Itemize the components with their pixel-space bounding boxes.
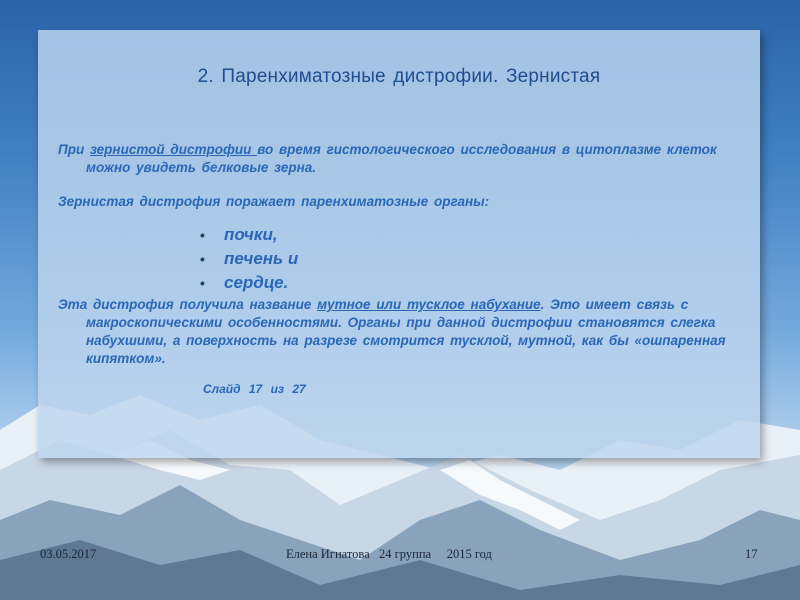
bullet-dot-icon: • bbox=[200, 275, 205, 291]
paragraph1-prefix: При bbox=[58, 142, 90, 157]
list-item bbox=[200, 223, 298, 247]
bullet-dot-icon: • bbox=[200, 227, 205, 243]
footer-author: Елена Игнатова 24 группа 2015 год bbox=[286, 547, 492, 561]
organ-label: печень и bbox=[224, 249, 299, 268]
organ-list bbox=[200, 223, 298, 295]
list-item bbox=[200, 247, 298, 271]
footer-date: 03.05.2017 bbox=[40, 547, 97, 561]
organ-label: почки, bbox=[224, 225, 278, 244]
paragraph3-prefix: Эта дистрофия получила название bbox=[58, 297, 318, 312]
content-panel bbox=[38, 30, 760, 458]
granular-dystrophy-link[interactable]: зернистой дистрофии bbox=[89, 142, 258, 157]
slide-counter: Слайд 17 из 27 bbox=[203, 382, 306, 396]
paragraph3-suffix: . Это имеет связь с макроскопическими особенностями. Органы при данной дистрофии становятся слегка набухшими, а поверхность на разрезе смотрится тусклой, мутной, как бы «ошпаренная кипятком». bbox=[86, 297, 726, 366]
slide-title: 2. Паренхиматозные дистрофии. Зернистая bbox=[197, 66, 601, 87]
paragraph-granular-dystrophy bbox=[58, 141, 736, 177]
bullet-dot-icon: • bbox=[200, 251, 205, 267]
list-item bbox=[200, 271, 298, 295]
organ-label: сердце. bbox=[224, 273, 289, 292]
paragraph-affected-organs: Зернистая дистрофия поражает паренхиматозные органы: bbox=[58, 194, 490, 209]
cloudy-swelling-link[interactable]: мутное или тусклое набухание bbox=[317, 297, 541, 312]
paragraph1-suffix: во время гистологического исследования в цитоплазме клеток можно увидеть белковые зерна. bbox=[86, 142, 717, 175]
paragraph-cloudy-swelling bbox=[58, 296, 746, 368]
footer-page-number: 17 bbox=[745, 547, 758, 561]
